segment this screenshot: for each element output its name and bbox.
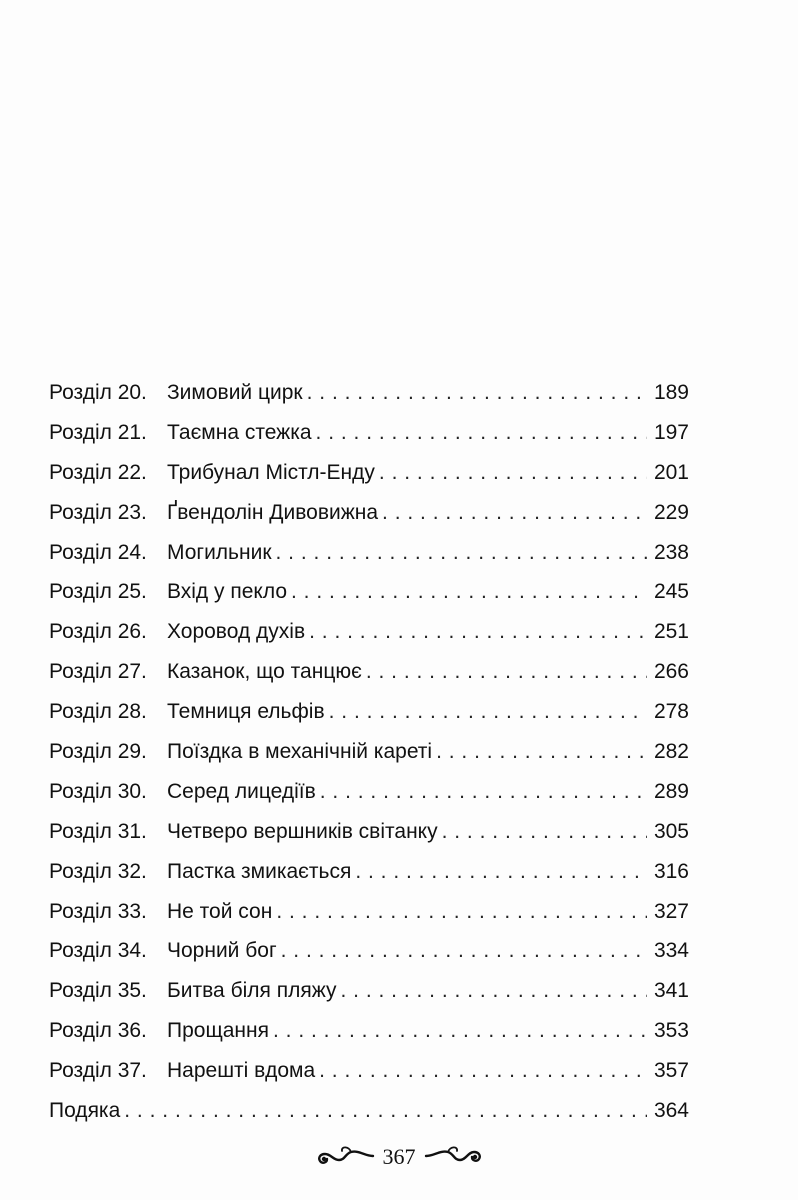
toc-chapter-label: Розділ 20. (49, 381, 147, 404)
toc-chapter-label: Розділ 26. (49, 620, 147, 644)
dot-leader (442, 812, 647, 852)
toc-page-number: 327 (653, 899, 689, 923)
toc-entry (49, 931, 689, 971)
dot-leader (309, 612, 647, 652)
toc-entry (49, 413, 689, 453)
dot-leader (319, 1051, 647, 1091)
toc-page-number: 357 (653, 1059, 689, 1083)
toc-entry (49, 453, 689, 493)
toc-chapter-label: Розділ 24. (49, 540, 147, 564)
dot-leader (307, 373, 647, 413)
toc-page-number: 189 (653, 381, 689, 404)
toc-chapter-label: Розділ 36. (49, 1019, 147, 1043)
toc-entry (49, 732, 689, 772)
toc-page-number: 278 (653, 700, 689, 724)
toc-entry (49, 772, 689, 812)
dot-leader (382, 493, 647, 533)
toc-title: Трибунал Містл-Енду (167, 460, 375, 484)
toc-chapter-label: Розділ 37. (49, 1059, 147, 1083)
dot-leader (124, 1091, 647, 1131)
toc-title: Темниця ельфів (167, 700, 325, 724)
toc-entry (49, 1011, 689, 1051)
toc-page-number: 305 (653, 819, 689, 843)
toc-page-number: 316 (653, 859, 689, 883)
toc-entry (49, 971, 689, 1011)
toc-title: Хоровод духів (167, 620, 306, 644)
toc-title: Чорний бог (167, 939, 277, 963)
dot-leader (276, 892, 647, 932)
toc-title: Прощання (167, 1019, 269, 1043)
toc-entry (49, 692, 689, 732)
toc-entry (49, 892, 689, 932)
toc-page-number: 289 (653, 779, 689, 803)
toc-entry (49, 1051, 689, 1091)
dot-leader (320, 772, 647, 812)
toc-page-number: 266 (653, 660, 689, 684)
toc-chapter-label: Розділ 33. (49, 899, 147, 923)
toc-page-number: 341 (653, 979, 689, 1003)
toc-title: Таємна стежка (167, 420, 312, 444)
toc-entry (49, 572, 689, 612)
flourish-left-icon (315, 1142, 375, 1173)
toc-title: Поїздка в механічній кареті (167, 740, 433, 764)
dot-leader (341, 971, 648, 1011)
dot-leader (273, 1011, 647, 1051)
toc-entry (49, 1091, 689, 1131)
dot-leader (316, 413, 647, 453)
toc-page-number: 229 (653, 500, 689, 524)
toc-chapter-label: Розділ 29. (49, 740, 147, 764)
toc-entry (49, 812, 689, 852)
toc-title: Ґвендолін Дивовижна (167, 500, 379, 524)
flourish-right-icon (424, 1142, 484, 1173)
toc-title: Зимовий цирк (167, 381, 303, 404)
toc-chapter-label: Розділ 22. (49, 460, 147, 484)
page-number: 367 (382, 1144, 416, 1169)
page-footer (0, 1137, 798, 1177)
toc-entry (49, 852, 689, 892)
dot-leader (436, 732, 647, 772)
toc-page-number: 282 (653, 740, 689, 764)
toc-chapter-label: Розділ 25. (49, 580, 147, 604)
toc-chapter-label: Розділ 30. (49, 779, 147, 803)
toc-chapter-label: Розділ 34. (49, 939, 147, 963)
toc-page-number: 353 (653, 1019, 689, 1043)
toc-title: Пастка змикається (167, 859, 352, 883)
toc-chapter-label: Розділ 31. (49, 819, 147, 843)
toc-chapter-label: Розділ 27. (49, 660, 147, 684)
toc-entry (49, 652, 689, 692)
toc-page-number: 251 (653, 620, 689, 644)
toc-title: Битва біля пляжу (167, 979, 337, 1003)
toc-title: Могильник (167, 540, 272, 564)
toc-title: Подяка (49, 1099, 121, 1123)
toc-entry (49, 493, 689, 533)
toc-entry (49, 533, 689, 573)
toc-chapter-label: Розділ 23. (49, 500, 147, 524)
toc-page-number: 201 (653, 460, 689, 484)
toc-title: Казанок, що танцює (167, 660, 362, 684)
dot-leader (329, 692, 647, 732)
toc-title: Нарешті вдома (167, 1059, 316, 1083)
dot-leader (379, 453, 647, 493)
dot-leader (276, 533, 647, 573)
toc-entry (49, 612, 689, 652)
dot-leader (281, 931, 647, 971)
toc-page-number: 197 (653, 420, 689, 444)
toc-chapter-label: Розділ 21. (49, 420, 147, 444)
toc-title: Серед лицедіїв (167, 779, 316, 803)
table-of-contents (49, 373, 689, 1131)
toc-title: Четверо вершників світанку (167, 819, 438, 843)
toc-title: Не той сон (167, 899, 273, 923)
toc-entry (49, 373, 689, 413)
toc-title: Вхід у пекло (167, 580, 288, 604)
dot-leader (355, 852, 647, 892)
toc-page-number: 245 (653, 580, 689, 604)
toc-page-number: 334 (653, 939, 689, 963)
toc-chapter-label: Розділ 32. (49, 859, 147, 883)
toc-chapter-label: Розділ 35. (49, 979, 147, 1003)
toc-page-number: 364 (653, 1099, 689, 1123)
toc-chapter-label: Розділ 28. (49, 700, 147, 724)
dot-leader (291, 572, 647, 612)
toc-page-number: 238 (653, 540, 689, 564)
dot-leader (366, 652, 647, 692)
